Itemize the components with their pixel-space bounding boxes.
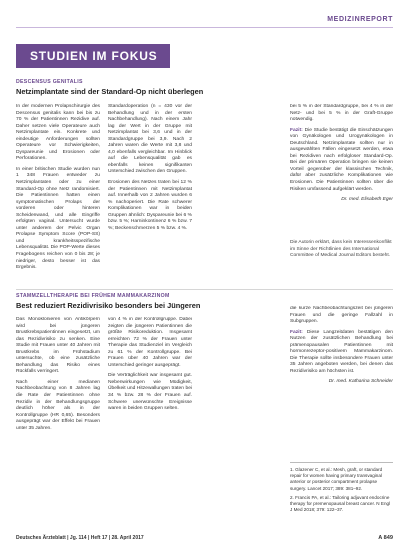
article1-column-1: [16, 104, 100, 276]
article2-column-2: [108, 317, 192, 522]
header-divider: [16, 27, 393, 28]
fazit-label: Fazit:: [290, 127, 303, 133]
footer-journal-info: Deutsches Ärzteblatt | Jg. 114 | Heft 17 | 28. April 2017: [16, 535, 144, 541]
fazit-label: Fazit:: [290, 329, 303, 335]
article2-column-1: [16, 317, 100, 522]
article1-paragraph: In einer britischen Studie wurden nun 1 348 Frauen entweder zu Netzimplantaten oder zu einer Standard-Op ohne Netz randomisiert. Die Patientinnen hatten einen symptomatischen Prolaps der vorderen oder hinteren Scheidenwand, und alle Eingriffe erfolgten vaginal. Untersucht wurde unter anderem der Pelvic Organ Prolapse Symptom Score (POP-SS) und krankheitsspezifische Lebensqualität. Die POP-Werte dieses Fragebogens reichen von 0 bis 28; je niedriger, desto besser ist das Ergebnis.: [16, 166, 100, 271]
article2-kicker: STAMMZELLTHERAPIE BEI FRÜHEM MAMMAKARZINOM: [16, 293, 170, 299]
article-separator: [16, 289, 393, 290]
article2-paragraph: Nach einer medianen Nachbeobachtung von 8 Jahren lag die Rate der Patientinnen ohne Rezidiv in der Behandlungsgruppe deutlich höher als in der Kontrollgruppe (HR 0,65). Besonders ausgeprägt war der Effekt bei Frauen unter 35 Jahren.: [16, 379, 100, 431]
article1-fazit: [290, 128, 393, 193]
article1-paragraph: Standardoperation (n = 430 vor der Behandlung und in der ersten Nachbehandlung). Nach einem Jahr lag der Wert in der Gruppe mit Netzimplantat bei 3,6 und in der Standardgruppe bei 3,9. Nach 2 Jahren waren die Werte mit 3,8 und 4,0 ebenfalls vergleichbar. Im Hinblick auf die Lebensqualität gab es ebenfalls keinen signifikanten Unterschied zwischen den Gruppen.: [108, 104, 192, 175]
article1-column-3: [200, 104, 284, 294]
article2-paragraph: von 4 % in der Kontrollgruppe. Dabei zeigten die jüngeren Patientinnen die größte Risikoreduktion. Insgesamt erreichten 72 % der Frauen unter Therapie das Studienziel im Vergleich zu 61 % der Kontrollgruppe. Bei Frauen über 40 Jahren war der Unterschied geringer ausgeprägt.: [108, 317, 192, 368]
article2-paragraph: die kurze Nachbeobachtungszeit bei jüngeren Frauen und die geringe Fallzahl in Subgruppen.: [290, 306, 393, 325]
article2-paragraph: Die Verträglichkeit war insgesamt gut. Nebenwirkungen wie Müdigkeit, Übelkeit und Hitzewallungen traten bei 34 % bzw. 28 % der Frauen auf. Schwere unerwünschte Ereignisse waren in beiden Gruppen selten.: [108, 373, 192, 412]
article2-author: Dr. med. Katharina Schneider: [328, 379, 393, 385]
reference-item: 1. Glazener C, et al.: Mesh, graft, or standard repair for women having primary transvaginal anterior or posterior compartment prolapse surgery. Lancet 2017; 389: 381–92.: [290, 467, 383, 491]
article2-right-column: [290, 306, 393, 456]
article2-fazit: [290, 330, 393, 376]
article1-affiliation-note: Die Autorin erklärt, dass kein Interessenkonflikt im Sinne der Richtlinien des International Committee of Medical Journal Editors besteht.: [290, 240, 392, 259]
references-list: [290, 467, 393, 516]
section-header-label: MEDIZINREPORT: [327, 16, 393, 23]
article1-right-column: [290, 104, 393, 236]
article1-kicker: DESCENSUS GENITALIS: [16, 79, 83, 85]
footer-page-number: A 849: [378, 535, 393, 541]
article2-headline: Best reduziert Rezidivrisiko besonders bei Jüngeren: [16, 301, 201, 310]
fazit-text: Die Studie bestätigt die Einschätzungen von Gynäkologen und Urogynäkologen in Deutschland. Netzimplantate sollten nur in ausgewählten Fällen eingesetzt werden, etwa bei Rezidiven nach erfolgloser Standard-Op. Bei der primären Operation bringen sie keinen Vorteil gegenüber der klassischen Technik, dafür aber zusätzliche Komplikationen wie Erosionen. Die Patientinnen sollten über die Risiken umfassend aufgeklärt werden.: [290, 127, 393, 192]
article1-paragraph: bei 5 % in der Standardgruppe, bei 4 % in der Netz- und bei 5 % in der Graft-Gruppe notwendig.: [290, 104, 393, 123]
article2-column-3: [200, 317, 284, 522]
article1-author: Dr. med. Elisabeth Eger: [341, 197, 393, 203]
references-divider: [290, 462, 393, 463]
article1-paragraph: Erosionen des Netzes traten bei 12 % der Patientinnen mit Netzimplantat auf. Innerhalb von 2 Jahren wurden 6 % nachoperiert. Die Rate schwerer Komplikationen war in beiden Gruppen ähnlich: Dyspareunie bei 6 % bzw. 5 %; Harninkontinenz 6 % bzw. 7 %; Beckenschmerzen 5 % bzw. 4 %.: [108, 180, 192, 231]
reference-item: 2. Francis PA, et al.: Tailoring adjuvant endocrine therapy for premenopausal breast cancer. N Engl J Med 2018; 379: 122–37.: [290, 494, 391, 513]
section-banner: STUDIEN IM FOKUS: [16, 44, 170, 68]
article2-paragraph: Das Monoklonieren von Antikörpern wird bei jüngeren Brustkrebspatientinnen eingesetzt, um das Rezidivrisiko zu senken. Eine Studie mit Frauen unter 40 Jahren mit Brustkrebs im Frühstadium untersuchte, ob eine zusätzliche Behandlung das Risiko eines Rückfalls verringert.: [16, 317, 100, 375]
article1-paragraph: In der modernen Prolapschirurgie des Descensus genitalis kann bei bis zu 70 % der Patientinnen Rezidive auf. Daher setzen viele Operateure auch Netzimplantate ein. Konkrete und eindeutige Anforderungen sollten Operateure vor Schwierigkeiten, Dyspareunie und Erosionen oder Perforationen.: [16, 104, 100, 162]
article1-column-2: [108, 104, 192, 236]
fazit-text: Diese Langzeitdaten bestätigen den Nutzen der zusätzlichen Behandlung bei prämenopausalen Patientinnen mit hormonrezeptor-positivem Mammakarzinom. Die Therapie sollte insbesondere Frauen unter 35 Jahren angeboten werden, bei denen das Rezidivrisiko am höchsten ist.: [290, 329, 393, 374]
article1-headline: Netzimplantate sind der Standard-Op nicht überlegen: [16, 87, 204, 96]
